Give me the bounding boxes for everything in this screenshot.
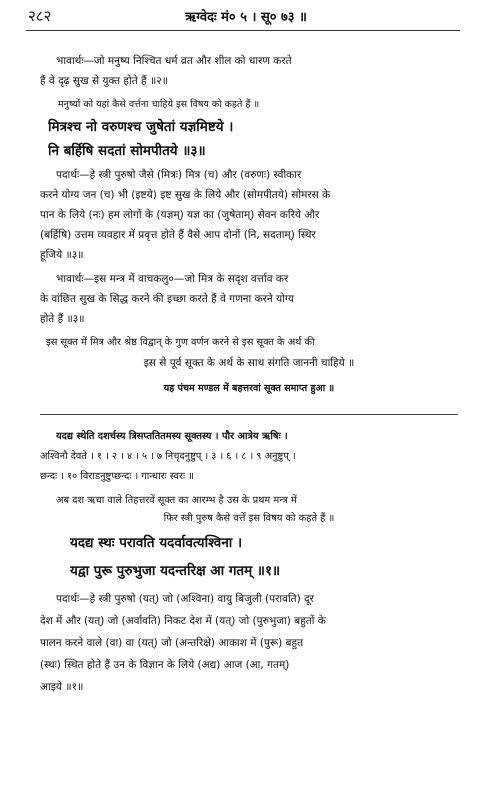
page-header: [28, 6, 464, 28]
padarth2-line-4: (स्थः) स्थित होते हैं उन के विज्ञान के लिये (अद्य) आज (आ, गतम्): [40, 659, 290, 671]
summary-line-2: इस से पूर्व सूक्त के अर्थ के साथ संगति जाननी चाहिये ॥: [143, 357, 355, 369]
page-number: २८२: [28, 7, 52, 25]
bhavarth-line-2: हैं वे दृढ़ सुख से युक्त होते हैं ॥२॥: [40, 75, 168, 87]
mantra2-line-1: यदद्य स्थः परावति यदर्वावत्यश्विना ।: [70, 535, 243, 551]
anukramani-line-2: अश्विनौ देवते । १ । २ । ४ । ५ । ७ निचृदनुष्टुप् । ३ । ६ । ८ । ९ अनुष्टुप् ।: [40, 451, 296, 462]
anukramani-line-3: छन्दः । १० विराडनुष्टुप्छन्दः । गान्धारः स्वरः ॥: [40, 471, 194, 482]
bhavarth-line-1: भावार्थः—जो मनुष्य निश्चित धर्म व्रत और शील को धारण करते: [56, 55, 292, 67]
running-title: ऋग्वेदः मं० ५ । सू० ७३ ॥: [185, 10, 307, 25]
anukramani-line-1: यदद्य स्थेति दशर्चस्य त्रिसप्ततितमस्य सूक्तस्य । पौर आत्रेय ऋषिः ।: [56, 431, 288, 442]
padarth-line-1: पदार्थः—हे स्त्री पुरुषो जैसे (मित्रः) मित्र (च) और (वरुणः) स्वीकार: [56, 169, 302, 181]
padarth2-line-5: आइये ॥१॥: [40, 681, 84, 693]
padarth-line-5: हूजिये ॥३॥: [40, 249, 84, 261]
intro-line: मनुष्यों को यहां कैसे वर्त्तना चाहिये इस विषय को कहते हैं ॥: [58, 99, 260, 110]
bhavarth2-line-3: होते हैं ॥३॥: [40, 313, 85, 325]
padarth-line-2: करने योग्य जन (च) भी (इष्टये) इष्ट सुख के लिये और (सोमपीतये) सोमरस के: [40, 189, 331, 201]
mantra-line-1: मित्रश्च नो वरुणश्च जुषेतां यज्ञमिष्टये ।: [48, 119, 234, 135]
padarth2-line-2: देश में और (यत्) जो (अर्वावति) निकट देश में (यत्) जो (पुरुभुजा) बहुतों के: [40, 615, 326, 627]
padarth-line-4: (बर्हिषि) उत्तम व्यवहार में प्रवृत्त होते हैं वैसे आप दोनों (नि, सदताम्) स्थिर: [40, 229, 316, 241]
intro2-line-1: अब दश ऋचा वाले तिहत्तरवें सूक्त का आरम्भ है उस के प्रथम मन्त्र में: [56, 495, 297, 506]
bhavarth2-line-2: के वांछित सुख के सिद्ध करने की इच्छा करते हैं वे गणना करने योग्य: [40, 293, 294, 305]
intro2-line-2: फिर स्त्री पुरुष कैसे वर्त्तें इस विषय को कहते हैं ॥: [163, 513, 335, 524]
mantra-line-2: नि बर्हिषि सदतां सोमपीतये ॥३॥: [48, 143, 206, 159]
bhavarth2-line-1: भावार्थः—इस मन्त्र में वाचकलु०—जो मित्र के सदृश वर्त्ताव कर: [56, 273, 289, 285]
sukta-end-line: यह पंचम मण्डल में बहत्तरवां सूक्त समाप्त हुआ ॥: [163, 383, 335, 394]
section-rule: [40, 414, 458, 415]
header-rule: [26, 30, 460, 31]
mantra2-line-2: यद्वा पुरू पुरुभुजा यदन्तरिक्ष आ गतम् ॥१॥: [70, 563, 281, 579]
padarth2-line-3: पालन करने वाले (वा) वा (यत्) जो (अन्तरिक्षे) आकाश में (पुरू) बहुत: [40, 637, 304, 649]
summary-line-1: इस सूक्त में मित्र और श्रेष्ठ विद्वान् के गुण वर्णन करने से इस सूक्त के अर्थ की: [46, 337, 315, 348]
padarth-line-3: पान के लिये (नः) हम लोगों के (यज्ञम्) यज्ञ का (जुषेताम्) सेवन करिये और: [40, 209, 320, 221]
padarth2-line-1: पदार्थः—हे स्त्री पुरुषो (यत्) जो (अश्विना) वायु बिजुली (परावति) दूर: [56, 593, 314, 605]
